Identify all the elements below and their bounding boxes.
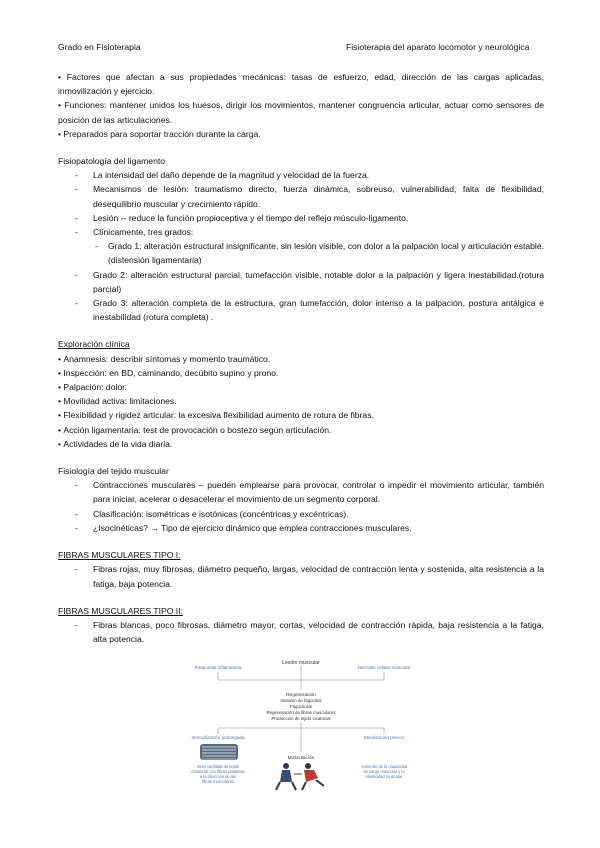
- header-right: Fisioterapia del aparato locomotor y neurológica: [346, 42, 530, 52]
- diagram-left-bottom-line: a la dirección de las: [199, 774, 237, 779]
- diagram-right-response: Necrosis celular muscular: [357, 665, 411, 670]
- diagram-right-bottom-line: elasticidad muscular: [365, 774, 403, 779]
- scar-tissue-illustration: [200, 744, 238, 760]
- list-item: - ¿Isocinéticas? → Tipo de ejercicio dinámico que emplea contracciones musculares.: [58, 521, 544, 535]
- section-title: Fisiología del tejido muscular: [58, 466, 169, 477]
- bullet-item: • Anamnesis: describir síntomas y momento traumático.: [58, 352, 544, 366]
- section-fisiologia: [58, 464, 544, 535]
- diagram-left-bottom-line: Gran cantidad de tejido: [196, 764, 240, 769]
- section-title: FIBRAS MUSCULARES TIPO II:: [58, 605, 183, 616]
- diagram-center-line: Invasión de fagocitos: [280, 698, 322, 703]
- diagram-right-bottom-line: Aumento de la capacidad: [360, 764, 408, 769]
- section-exploracion: [58, 337, 544, 451]
- intro-bullet: • Factores que afectan a sus propiedades mecánicas: tasas de esfuerzo, edad, dirección de las cargas aplicadas, inmovilización y ejercicio.: [58, 70, 544, 98]
- muscle-injury-diagram: [178, 656, 424, 794]
- diagram-left-branch: Inmovilización prolongada: [191, 735, 245, 740]
- diagram-top-label: Lesión muscular: [282, 660, 320, 666]
- intro-bullet: • Preparados para soportar tracción durante la carga.: [58, 127, 544, 141]
- diagram-center-line: Regeneración de fibras musculares: [266, 710, 336, 715]
- list-item: - Clínicamente, tres grados:: [58, 225, 544, 239]
- bullet-item: • Palpación: dolor.: [58, 380, 544, 394]
- intro-bullet: • Funciones: mantener unidos los huesos, dirigir los movimientos, mantener congruencia articular, actuar como sensores de posición de las articulaciones.: [58, 98, 544, 126]
- diagram-left-bottom-line: cicatricial con fibras paralelas: [191, 769, 245, 774]
- section-title: Exploración clínica: [58, 339, 130, 350]
- diagram-center-line: Fagocitosis: [289, 704, 313, 709]
- sub-list-item: - Grado 1: alteración estructural insignificante, sin lesión visible, con dolor a la palpación local y articulación estable. (distensión ligamentaria): [58, 239, 544, 267]
- diagram-right-branch: Movilización precoz: [363, 735, 405, 740]
- diagram-left-response: Respuesta inflamatoria: [194, 665, 242, 670]
- bullet-item: • Acción ligamentaria: test de provocación o bostezo según articulación.: [58, 423, 544, 437]
- section-tipo1: [58, 548, 544, 591]
- bullet-item: • Movilidad activa: limitaciones.: [58, 394, 544, 408]
- list-item: - Grado 2: alteración estructural parcial, tumefacción visible, notable dolor a la palpación y ligera inestabilidad.(rotura parcial): [58, 268, 544, 296]
- section-tipo2: [58, 604, 544, 647]
- diagram-right-bottom-line: de carga muscular y la: [363, 769, 405, 774]
- list-item: - Mecanismos de lesión: traumatismo directo, fuerza dinámica, sobreuso, vulnerabilidad, falta de flexibilidad, desequilibrio muscular y crecimiento rápido.: [58, 182, 544, 210]
- list-item: - Lesión -- reduce la función propioceptiva y el tiempo del reflejo músculo-ligamento.: [58, 211, 544, 225]
- section-fisiopatologia: [58, 154, 544, 324]
- header-left: Grado en Fisioterapia: [58, 42, 141, 52]
- list-item: - Clasificación: isométricas e isotónicas (concéntricas y excéntricas).: [58, 507, 544, 521]
- list-item: - Fibras blancas, poco fibrosas, diámetro mayor, cortas, velocidad de contracción rápida, baja resistencia a la fatiga, alta potencia.: [58, 618, 544, 646]
- diagram-center-line: Producción de tejido cicatricial: [271, 716, 331, 721]
- bullet-item: • Flexibilidad y rigidez articular: la excesiva flexibilidad aumento de rotura de fibras.: [58, 408, 544, 422]
- diagram-left-bottom-line: fibras musculares: [201, 779, 235, 784]
- section-title: FIBRAS MUSCULARES TIPO I:: [58, 550, 181, 561]
- bullet-item: • Actividades de la vida diaria.: [58, 437, 544, 451]
- diagram-middle-label: Musculación: [287, 756, 315, 761]
- bullet-item: • Inspección: en BD, caminando, decúbito supino y prono.: [58, 366, 544, 380]
- list-item: - La intensidad del daño depende de la magnitud y velocidad de la fuerza.: [58, 168, 544, 182]
- list-item: - Grado 3: alteración completa de la estructura, gran tumefacción, dolor intenso a la palpación, postura antálgica e inestabilidad (rotura completa) .: [58, 296, 544, 324]
- section-title: Fisiopatología del ligamento: [58, 156, 166, 167]
- document-body: [58, 70, 544, 646]
- exercise-figures-illustration: [276, 763, 324, 790]
- list-item: - Contracciones musculares – pueden emplearse para provocar, controlar o impedir el movimiento articular, también para iniciar, acelerar o desacelerar el movimiento de un segmento corporal.: [58, 478, 544, 506]
- list-item: - Fibras rojas, muy fibrosas, diámetro pequeño, largas, velocidad de contracción lenta y sostenida, alta resistencia a la fatiga, baja potencia.: [58, 562, 544, 590]
- diagram-center-title: Regeneración: [286, 693, 316, 698]
